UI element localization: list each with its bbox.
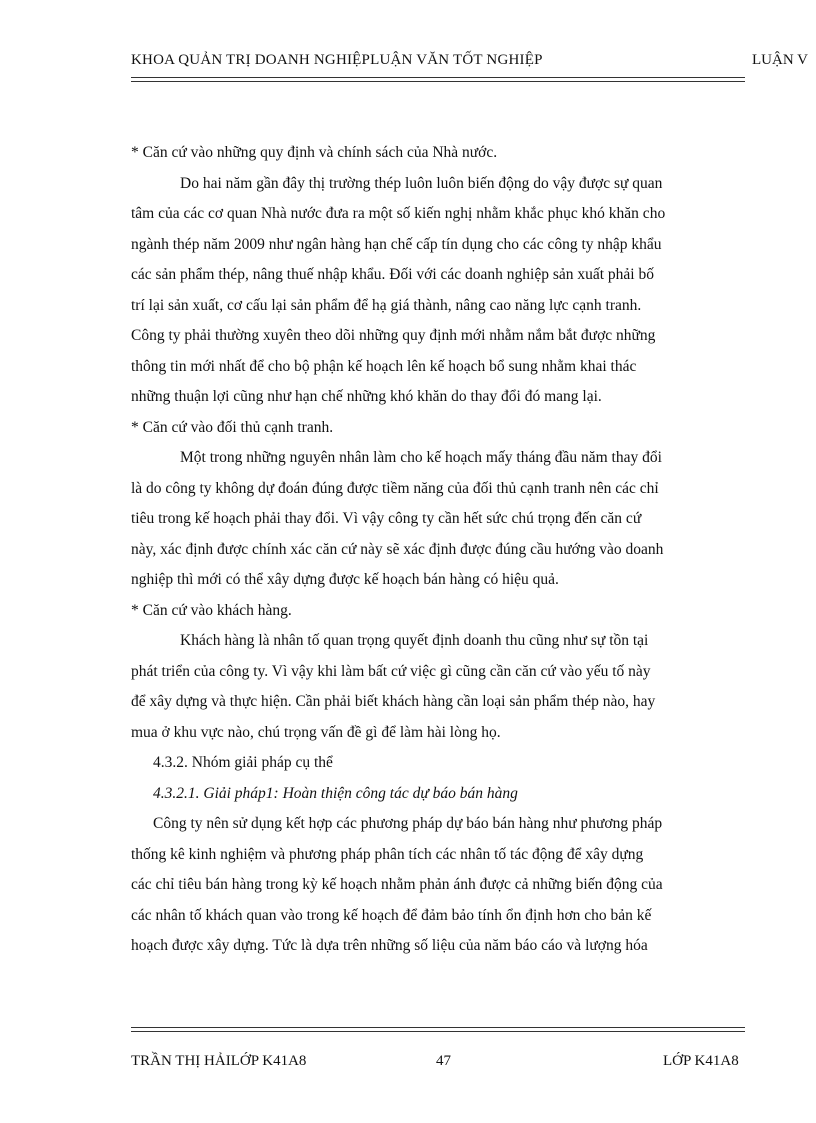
paragraph-line: ngành thép năm 2009 như ngân hàng hạn chế cấp tín dụng cho các công ty nhập khẩu [131,235,662,253]
paragraph-line: này, xác định được chính xác căn cứ này sẽ xác định được đúng cầu hướng vào doanh [131,540,664,558]
paragraph-line: hoạch được xây dựng. Tức là dựa trên những số liệu của năm báo cáo và lượng hóa [131,937,648,954]
paragraph-line: phát triển của công ty. Vì vậy khi làm bất cứ việc gì cũng cần căn cứ vào yếu tố này [131,662,651,680]
paragraph-line: thống kê kinh nghiệm và phương pháp phân tích các nhân tố tác động để xây dựng [131,845,644,863]
bullet-heading: * Căn cứ vào những quy định và chính sách của Nhà nước. [131,144,498,161]
paragraph-line: các sản phẩm thép, nâng thuế nhập khẩu. Đối với các doanh nghiệp sản xuất phải bố [131,266,654,283]
header-rule-top [131,77,745,78]
subsection-heading: 4.3.2.1. Giải pháp1: Hoàn thiện công tác dự báo bán hàng [153,784,518,802]
paragraph-line: là do công ty không dự đoán đúng được tiềm năng của đối thủ cạnh tranh nên các chỉ [131,479,659,497]
page-header-right: LUẬN V [752,52,808,68]
footer-rule-bottom [131,1031,745,1032]
paragraph-line: những thuận lợi cũng như hạn chế những khó khăn do thay đổi đó mang lại. [131,388,602,405]
paragraph-line: để xây dựng và thực hiện. Cần phải biết khách hàng cần loại sản phẩm thép nào, hay [131,693,656,710]
paragraph-line: nghiệp thì mới có thể xây dựng được kế hoạch bán hàng có hiệu quả. [131,571,559,588]
paragraph-line: trí lại sản xuất, cơ cấu lại sản phẩm để hạ giá thành, nâng cao năng lực cạnh tranh. [131,296,642,314]
body-text [131,138,731,962]
page-number: 47 [436,1053,451,1069]
page-header-left: KHOA QUẢN TRỊ DOANH NGHIỆPLUẬN VĂN TỐT NGHIỆP [131,52,543,68]
section-heading: 4.3.2. Nhóm giải pháp cụ thể [153,754,333,771]
paragraph-line: Công ty phải thường xuyên theo dõi những quy định mới nhằm nắm bắt được những [131,327,656,344]
header-rule-bottom [131,81,745,82]
paragraph-line: Một trong những nguyên nhân làm cho kế hoạch mấy tháng đầu năm thay đổi [180,449,662,466]
paragraph-line: các nhân tố khách quan vào trong kế hoạch để đảm bảo tính ổn định hơn cho bản kế [131,906,652,924]
paragraph-line: Công ty nên sử dụng kết hợp các phương pháp dự báo bán hàng như phương pháp [153,815,663,832]
paragraph-line: thông tin mới nhất để cho bộ phận kế hoạch lên kế hoạch bổ sung nhằm khai thác [131,357,637,375]
paragraph-line: Do hai năm gần đây thị trường thép luôn luôn biến động do vậy được sự quan [180,174,663,192]
paragraph-line: tiêu trong kế hoạch phải thay đổi. Vì vậy công ty cần hết sức chú trọng đến căn cứ [131,510,642,527]
paragraph-line: mua ở khu vực nào, chú trọng vấn đề gì để làm hài lòng họ. [131,723,501,741]
bullet-heading: * Căn cứ vào khách hàng. [131,601,292,619]
footer-right: LỚP K41A8 [663,1053,739,1069]
paragraph-line: tâm của các cơ quan Nhà nước đưa ra một số kiến nghị nhằm khắc phục khó khăn cho [131,205,666,222]
paragraph-line: các chỉ tiêu bán hàng trong kỳ kế hoạch nhằm phản ánh được cả những biến động của [131,876,663,893]
footer-left: TRẦN THỊ HẢILỚP K41A8 [131,1053,307,1069]
footer-rule-top [131,1027,745,1028]
bullet-heading: * Căn cứ vào đối thủ cạnh tranh. [131,418,334,436]
paragraph-line: Khách hàng là nhân tố quan trọng quyết định doanh thu cũng như sự tồn tại [180,632,649,649]
